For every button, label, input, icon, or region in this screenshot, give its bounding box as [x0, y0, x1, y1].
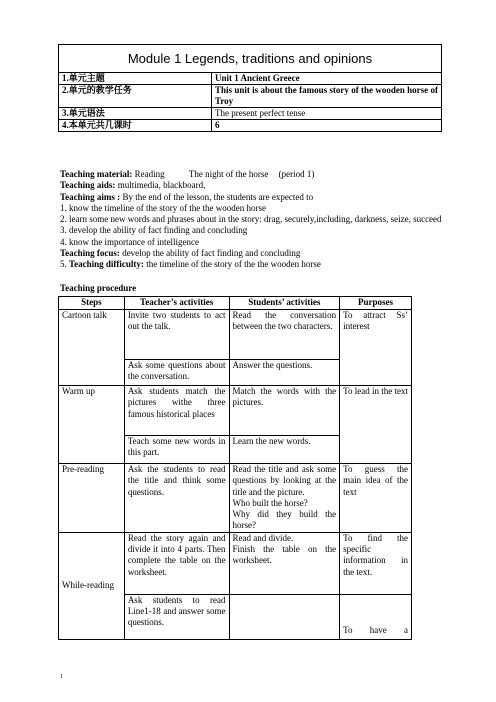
page-number: 1	[60, 674, 63, 680]
step-cartoon-talk: Cartoon talk	[59, 310, 125, 386]
student-activity: Answer the questions.	[229, 360, 340, 386]
student-activity	[229, 532, 340, 594]
procedure-header-row	[59, 297, 412, 310]
purpose: To lead in the text	[340, 386, 412, 464]
teacher-activity: Ask students to read Line1-18 and answer some questions.	[124, 594, 229, 639]
header-teacher-activities: Teacher’s activities	[124, 297, 229, 310]
teaching-task-value: This unit is about the famous story of the wooden horse of Troy	[212, 85, 442, 108]
unit-info-table	[58, 44, 442, 132]
teaching-difficulty-label: Teaching difficulty:	[69, 259, 144, 270]
teacher-activity: Ask the students to read the title and think some questions.	[124, 464, 229, 533]
header-student-activities: Students’ activities	[229, 297, 340, 310]
aim-item: 3. develop the ability of fact finding and concluding	[60, 225, 248, 236]
lesson-plan-text	[60, 169, 450, 271]
student-activity: Match the words with the pictures.	[229, 386, 340, 436]
module-title: Module 1 Legends, traditions and opinions	[59, 45, 442, 73]
procedure-table	[58, 296, 412, 640]
step-while-reading: While-reading	[59, 532, 125, 639]
student-activity	[229, 594, 340, 639]
teaching-aims-label: Teaching aims :	[60, 191, 121, 202]
teaching-aims-line	[60, 192, 450, 203]
unit-theme-value: Unit 1 Ancient Greece	[212, 73, 442, 85]
step-warm-up: Warm up	[59, 386, 125, 464]
lesson-hours-value: 6	[212, 120, 442, 132]
teaching-aids-value: multimedia, blackboard,	[117, 180, 206, 191]
step-pre-reading: Pre-reading	[59, 464, 125, 533]
table-row	[59, 532, 412, 594]
header-purposes: Purposes	[340, 297, 412, 310]
grammar-value: The present perfect tense	[212, 108, 442, 120]
student-activity-line: Finish the table on the worksheet.	[232, 544, 337, 566]
header-steps: Steps	[59, 297, 125, 310]
teaching-focus-line	[60, 248, 450, 259]
teaching-difficulty-value: the timeline of the story of the the wooden horse	[146, 259, 321, 270]
teacher-activity: Ask some questions about the conversation.	[124, 360, 229, 386]
teacher-activity: Read the story again and divide it into 4 parts. Then complete the table on the worksheet.	[124, 532, 229, 594]
teaching-focus-value: develop the ability of fact finding and concluding	[122, 248, 301, 259]
student-activity	[229, 464, 340, 533]
teacher-activity: Ask students match the pictures withe three famous historical places	[124, 386, 229, 436]
student-activity: Learn the new words.	[229, 436, 340, 464]
student-activity-line: Who built the horse?	[232, 497, 308, 508]
procedure-title: Teaching procedure	[60, 283, 137, 293]
teacher-activity: Teach some new words in this part.	[124, 436, 229, 464]
aim-item: 2. learn some new words and phrases about in the story: drag, securely,including, darkness, seize, succeed	[60, 214, 442, 225]
teaching-difficulty-line	[60, 259, 450, 270]
teacher-activity: Invite two students to act out the talk.	[124, 310, 229, 360]
unit-theme-label: 1.单元主题	[59, 73, 212, 85]
aim-item: 1. know the timeline of the story of the the wooden horse	[60, 202, 266, 213]
student-activity-line: Read the title and ask some questions by looking at the title and the picture.	[232, 464, 337, 497]
purpose: To guess the main idea of the text	[340, 464, 412, 533]
teaching-material-line	[60, 169, 450, 180]
table-row	[59, 464, 412, 533]
difficulty-number: 5.	[60, 259, 69, 270]
purpose: To find the specific information in the text.	[340, 532, 412, 594]
teaching-material-label: Teaching material:	[60, 169, 133, 179]
teaching-aims-value: By the end of the lesson, the students are expected to	[122, 191, 314, 202]
table-row	[59, 310, 412, 360]
lesson-hours-label: 4.本单元共几课时	[59, 120, 212, 132]
grammar-label: 3.单元语法	[59, 108, 212, 120]
student-activity: Read the conversation between the two characters.	[229, 310, 340, 360]
teaching-material-value: Reading	[134, 169, 165, 179]
lesson-period: (period 1)	[278, 169, 315, 179]
teaching-task-label: 2.单元的教学任务	[59, 85, 212, 108]
table-row	[59, 386, 412, 436]
purpose: To have a	[340, 594, 412, 639]
aim-item: 4. know the importance of intelligence	[60, 236, 199, 247]
teaching-focus-label: Teaching focus:	[60, 248, 120, 259]
lesson-title: The night of the horse	[188, 169, 269, 179]
purpose: To attract Ss’ interest	[340, 310, 412, 386]
student-activity-line: Read and divide.	[232, 532, 294, 543]
student-activity-line: Why did they build the horse?	[232, 509, 337, 531]
teaching-aids-label: Teaching aids:	[60, 180, 116, 191]
teaching-aids-line	[60, 180, 450, 191]
